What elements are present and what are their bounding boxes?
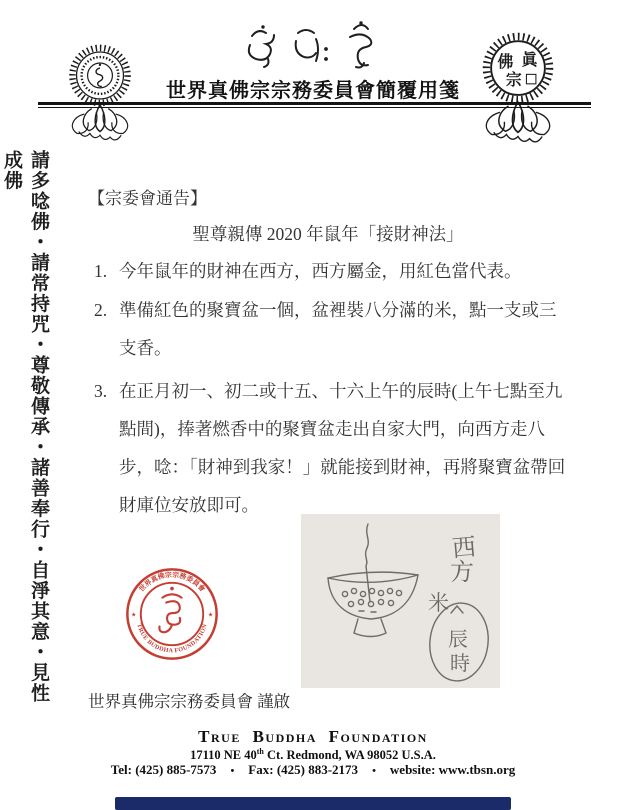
footer-fax: Fax: (425) 883-2173 bbox=[248, 762, 359, 777]
item-text: 準備紅色的聚寶盆一個，盆裡裝八分滿的米，點一支或三支香。 bbox=[119, 300, 557, 358]
separator-dot: • bbox=[230, 765, 235, 777]
address-rest: Ct. Redmond, WA 98052 U.S.A. bbox=[263, 748, 436, 763]
seal-char: 佛 bbox=[497, 53, 514, 71]
separator-dot: • bbox=[372, 765, 376, 777]
notice-item-3 bbox=[92, 372, 570, 524]
seal-seed-syllable bbox=[159, 594, 181, 632]
item-text: 在正月初一、初二或十五、十六上午的辰時(上午七點至九點間)，捧著燃香中的聚寶盆走出自家大門，向西方走八步，唸：「財神到我家！」就能接到財神，再將聚寶盆帶回財庫位安放即可。 bbox=[119, 381, 566, 515]
seal-bottom-arc-text: TRUE BUDDHA FOUNDATION bbox=[135, 623, 209, 655]
tibetan-mantra-icon bbox=[238, 18, 384, 70]
direction-label-west: 西 bbox=[450, 534, 478, 563]
direction-label-fang: 方 bbox=[450, 560, 474, 586]
side-motto-vertical-text: 請多唸佛・請常持咒・尊敬傳承・諸善奉行・自淨其意・見性成佛 bbox=[1, 150, 49, 704]
item-number: 3. bbox=[94, 381, 108, 401]
true-buddha-school-seal-icon bbox=[464, 28, 572, 146]
seal-char: 眞 bbox=[521, 51, 538, 69]
notice-item-2 bbox=[92, 291, 570, 367]
seal-char: 宗 bbox=[505, 71, 522, 89]
seal-star-left: ★ bbox=[131, 612, 137, 619]
item-number: 1. bbox=[94, 261, 108, 281]
address-ordinal: th bbox=[256, 747, 264, 756]
item-number: 2. bbox=[94, 300, 108, 320]
footer-address bbox=[0, 747, 626, 763]
time-label-chen: 辰 bbox=[448, 629, 468, 651]
item-text: 今年鼠年的財神在西方，西方屬金，用紅色當代表。 bbox=[119, 261, 522, 281]
address-number: 17110 NE 40 bbox=[190, 748, 257, 763]
footer-tel: Tel: (425) 885-7573 bbox=[110, 762, 217, 777]
true-buddha-foundation-red-seal-icon bbox=[124, 566, 220, 662]
lotus-dharma-wheel-emblem-icon bbox=[54, 40, 146, 144]
notice-subject: 聖尊親傳 2020 年鼠年「接財神法」 bbox=[192, 224, 464, 244]
seal-top-arc-text: 世界真佛宗宗務委員會 bbox=[138, 571, 206, 594]
footer-contact-line bbox=[0, 762, 626, 778]
notice-item-1 bbox=[92, 252, 570, 290]
treasure-bowl-sketch-icon bbox=[301, 514, 500, 688]
footer-accent-bar bbox=[115, 797, 511, 810]
letterhead-title: 世界真佛宗宗務委員會簡覆用箋 bbox=[166, 80, 460, 102]
footer-org-name: True Buddha Foundation bbox=[198, 727, 428, 746]
seal-star-right: ★ bbox=[207, 612, 213, 619]
header-double-rule bbox=[38, 102, 591, 108]
closing-signature: 世界真佛宗宗務委員會 謹啟 bbox=[88, 692, 291, 711]
time-label-shi: 時 bbox=[450, 653, 470, 675]
footer-website: website: www.tbsn.org bbox=[389, 762, 516, 777]
rice-label: 米 bbox=[428, 591, 449, 615]
notice-tag: 【宗委會通告】 bbox=[88, 189, 207, 208]
